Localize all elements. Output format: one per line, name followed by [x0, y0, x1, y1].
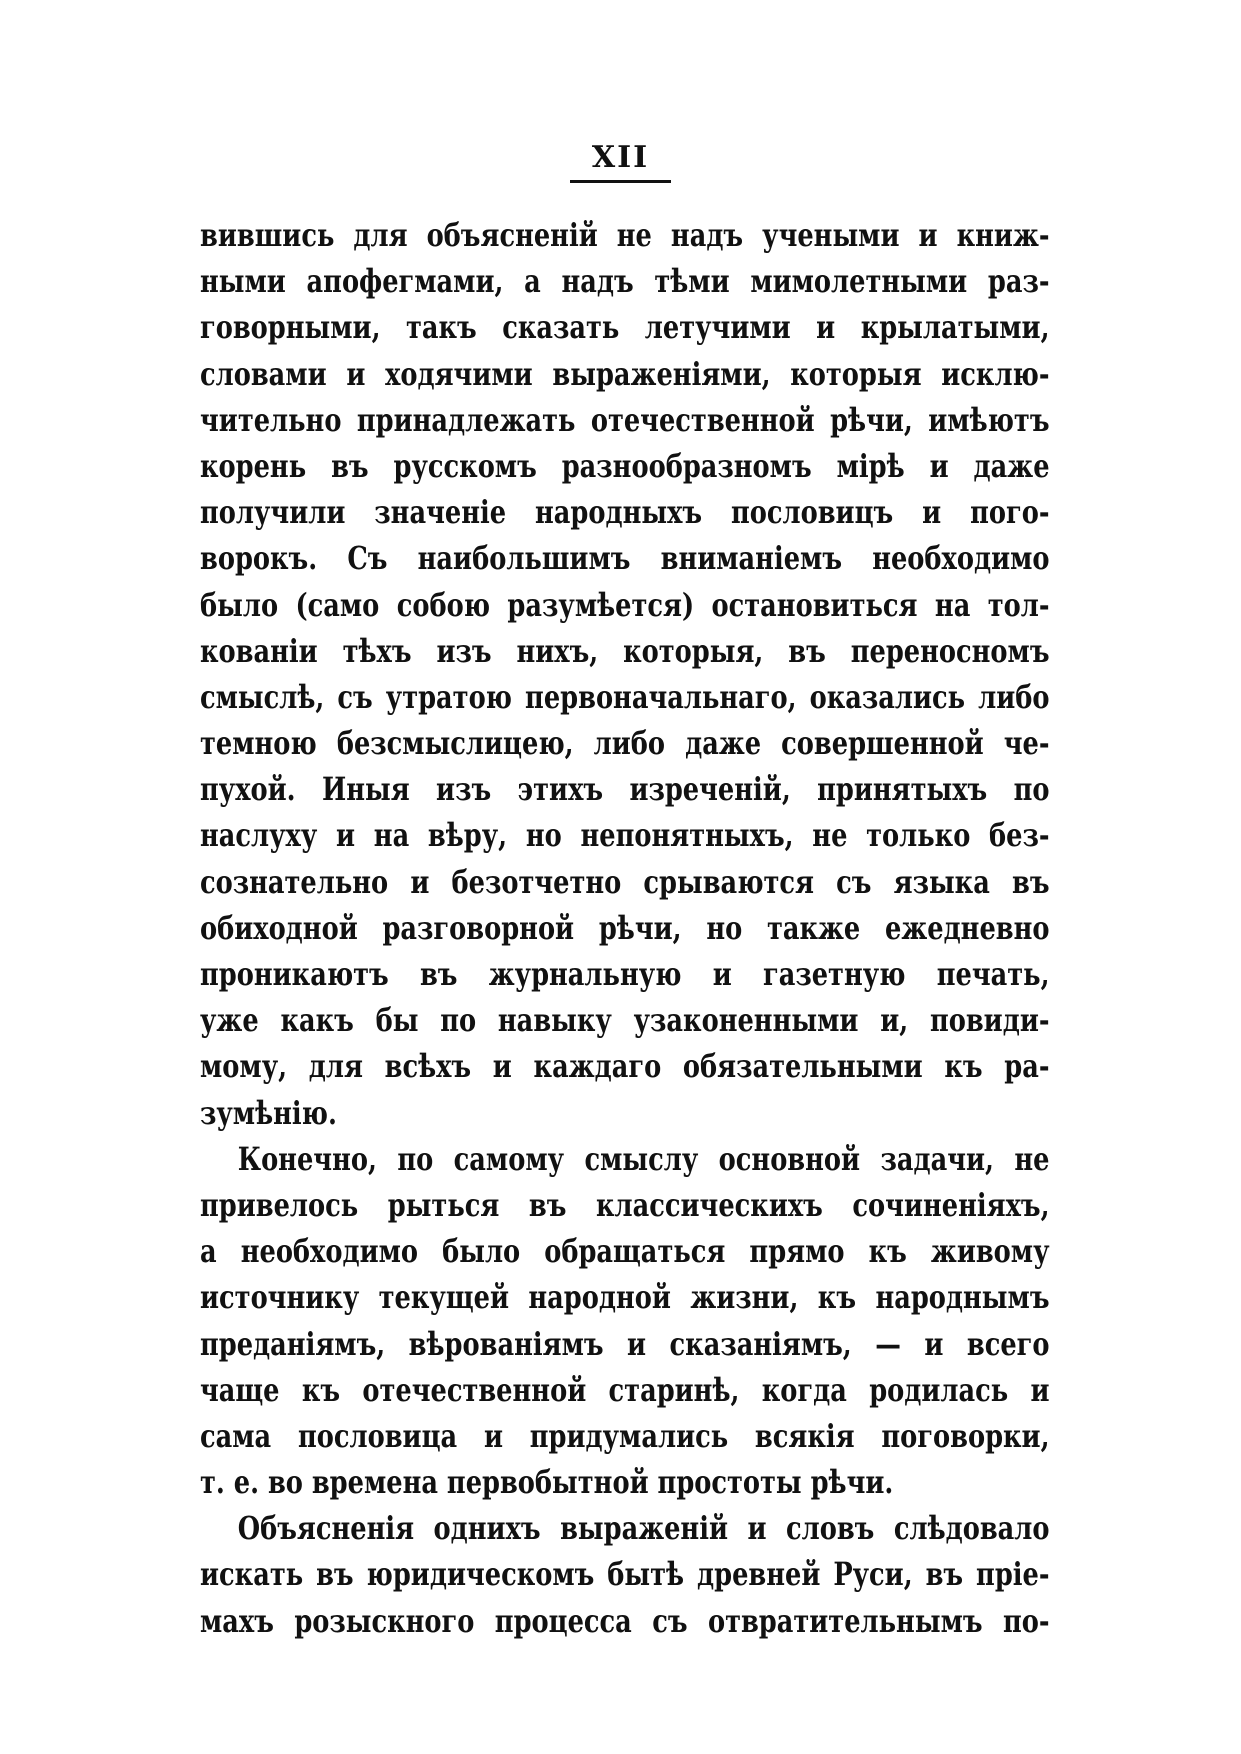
text-line: обиходной разговорной рѣчи, но также ежедневно: [200, 910, 1050, 947]
paragraph-1: [200, 213, 1050, 1137]
text-line: темною безсмыслицею, либо даже совершенной че-: [200, 726, 1050, 763]
text-line: зумѣнію.: [200, 1095, 337, 1132]
text-line: Объясненія однихъ выраженій и словъ слѣдовало: [237, 1511, 1050, 1548]
text-line: уже какъ бы по навыку узаконенными и, повиди-: [200, 1003, 1050, 1040]
text-line: проникаютъ въ журнальную и газетную печать,: [200, 957, 1050, 993]
text-line: Конечно, по самому смыслу основной задачи, не: [237, 1141, 1050, 1178]
text-line: а необходимо было обращаться прямо къ живому: [200, 1234, 1050, 1271]
text-line: источнику текущей народной жизни, къ народнымъ: [200, 1280, 1050, 1317]
text-line: сама пословица и придумались всякія поговорки,: [200, 1418, 1050, 1455]
text-line: привелось рыться въ классическихъ сочиненіяхъ,: [200, 1187, 1050, 1224]
body-text: [200, 213, 1050, 1645]
text-line: преданіямъ, вѣрованіямъ и сказаніямъ, — и всего: [200, 1326, 1050, 1363]
text-line: чаще къ отечественной старинѣ, когда родилась и: [200, 1372, 1050, 1409]
text-line: говорными, такъ сказать летучими и крылатыми,: [200, 310, 1050, 347]
text-line: чительно принадлежать отечественной рѣчи, имѣютъ: [200, 402, 1050, 439]
text-line: махъ розыскного процесса съ отвратительнымъ по-: [200, 1603, 1050, 1640]
text-line: было (само собою разумѣется) остановиться на тол-: [200, 587, 1050, 624]
page-header: [0, 140, 1241, 183]
text-line: искать въ юридическомъ бытѣ древней Руси, въ пріе-: [200, 1557, 1050, 1594]
text-line: пухой. Иныя изъ этихъ изреченій, принятыхъ по: [200, 772, 1050, 809]
paragraph-3: [200, 1506, 1050, 1645]
text-line: ворокъ. Съ наибольшимъ вниманіемъ необходимо: [200, 541, 1050, 578]
page-number: XII: [570, 140, 671, 183]
text-line: т. е. во времена первобытной простоты рѣчи.: [200, 1465, 894, 1502]
text-line: кованіи тѣхъ изъ нихъ, которыя, въ переносномъ: [200, 633, 1050, 670]
text-line: словами и ходячими выраженіями, которыя исклю-: [200, 356, 1050, 393]
text-line: смыслѣ, съ утратою первоначальнаго, оказались либо: [200, 679, 1050, 716]
text-line: получили значеніе народныхъ пословицъ и пого-: [200, 495, 1050, 532]
text-line: вившись для объясненій не надъ учеными и книж-: [200, 218, 1050, 254]
text-line: корень въ русскомъ разнообразномъ мірѣ и даже: [200, 448, 1050, 485]
paragraph-2: [200, 1137, 1050, 1507]
text-line: мому, для всѣхъ и каждаго обязательными къ ра-: [200, 1049, 1050, 1086]
text-line: сознательно и безотчетно срываются съ языка въ: [200, 864, 1050, 901]
text-line: наслуху и на вѣру, но непонятныхъ, не только без-: [200, 818, 1050, 855]
text-line: ными апофегмами, а надъ тѣми мимолетными раз-: [200, 264, 1050, 301]
